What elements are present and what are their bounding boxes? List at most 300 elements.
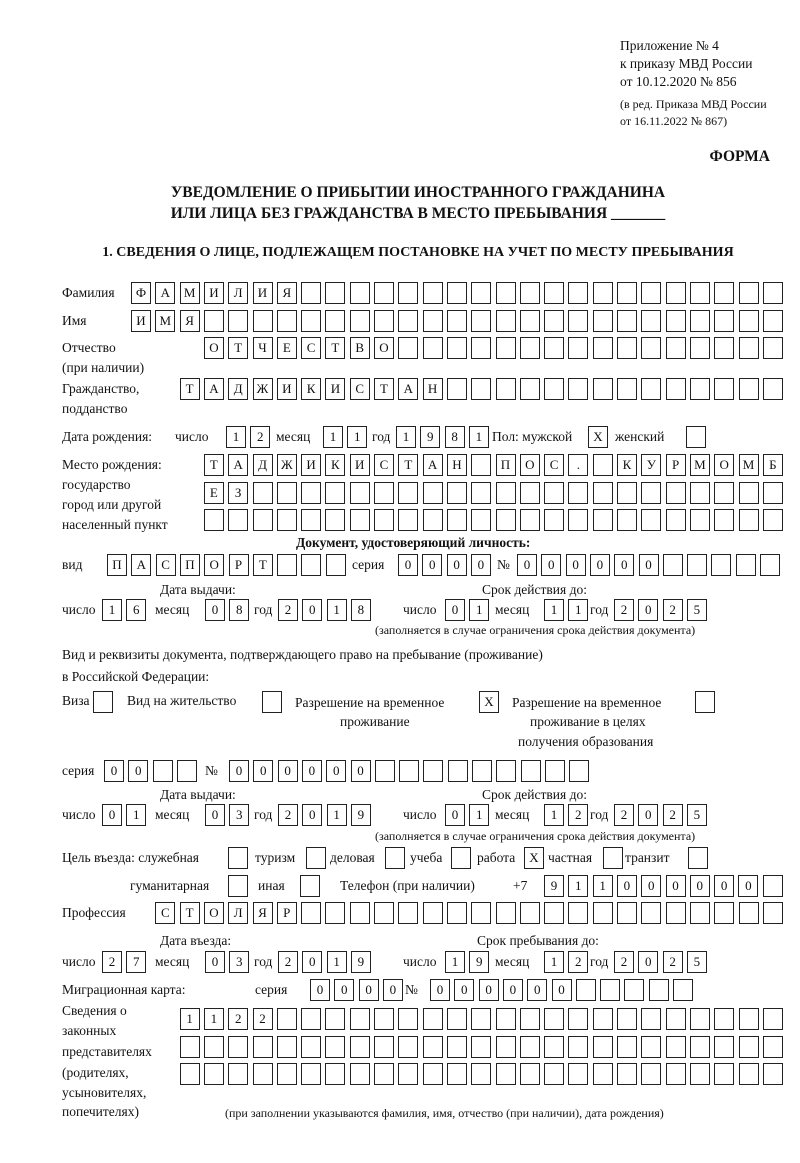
number-box[interactable]: 0 <box>527 979 547 1001</box>
row1-box[interactable] <box>301 1008 321 1030</box>
row3-box[interactable] <box>398 1063 418 1085</box>
birthplace-row1-box[interactable]: О <box>714 454 734 476</box>
surname-box[interactable] <box>471 282 491 304</box>
row3-box[interactable] <box>471 1063 491 1085</box>
patronymic-box[interactable] <box>447 337 467 359</box>
profession-box[interactable] <box>471 902 491 924</box>
row2-box[interactable] <box>447 1036 467 1058</box>
series-box[interactable] <box>177 760 197 782</box>
birthplace-row1-box[interactable]: Ж <box>277 454 297 476</box>
birthplace-row3-box[interactable] <box>447 509 467 531</box>
number-box[interactable] <box>673 979 693 1001</box>
row1-box[interactable] <box>423 1008 443 1030</box>
row2-box[interactable] <box>641 1036 661 1058</box>
citizenship-box[interactable] <box>739 378 759 400</box>
citizenship-box[interactable] <box>666 378 686 400</box>
patronymic-box[interactable] <box>423 337 443 359</box>
entry-year-box[interactable]: 0 <box>302 951 322 973</box>
row1-box[interactable] <box>593 1008 613 1030</box>
row3-box[interactable] <box>520 1063 540 1085</box>
issue-year-box[interactable]: 2 <box>278 599 298 621</box>
name-box[interactable] <box>666 310 686 332</box>
stay-year-box[interactable]: 2 <box>614 951 634 973</box>
issue-day-box[interactable]: 6 <box>126 599 146 621</box>
citizenship-box[interactable] <box>568 378 588 400</box>
surname-box[interactable]: Л <box>228 282 248 304</box>
citizenship-box[interactable]: И <box>325 378 345 400</box>
citizenship-box[interactable] <box>641 378 661 400</box>
number-box[interactable]: 0 <box>566 554 586 576</box>
patronymic-box[interactable]: О <box>204 337 224 359</box>
phone-box[interactable]: 9 <box>544 875 564 897</box>
issue-day-box[interactable]: 1 <box>102 599 122 621</box>
birthplace-row2-box[interactable] <box>690 482 710 504</box>
series-box[interactable]: 0 <box>447 554 467 576</box>
birthplace-row2-box[interactable] <box>350 482 370 504</box>
row1-box[interactable] <box>374 1008 394 1030</box>
name-box[interactable] <box>520 310 540 332</box>
citizenship-box[interactable]: С <box>350 378 370 400</box>
citizenship-box[interactable] <box>593 378 613 400</box>
row1-box[interactable]: 2 <box>253 1008 273 1030</box>
patronymic-box[interactable]: Е <box>277 337 297 359</box>
patronymic-box[interactable]: Ч <box>253 337 273 359</box>
birthplace-row2-box[interactable] <box>568 482 588 504</box>
row1-box[interactable] <box>739 1008 759 1030</box>
tourism-box[interactable] <box>306 847 326 869</box>
row2-box[interactable] <box>666 1036 686 1058</box>
birthplace-row3-box[interactable] <box>714 509 734 531</box>
name-box[interactable] <box>204 310 224 332</box>
number-box[interactable]: 0 <box>302 760 322 782</box>
profession-box[interactable] <box>520 902 540 924</box>
birthplace-row2-box[interactable] <box>593 482 613 504</box>
other-box[interactable] <box>300 875 320 897</box>
surname-box[interactable] <box>520 282 540 304</box>
valid-year-box[interactable]: 5 <box>687 804 707 826</box>
name-box[interactable] <box>277 310 297 332</box>
stay-year-box[interactable]: 5 <box>687 951 707 973</box>
series-box[interactable]: 0 <box>359 979 379 1001</box>
birthplace-row1-box[interactable]: С <box>544 454 564 476</box>
row2-box[interactable] <box>350 1036 370 1058</box>
profession-box[interactable] <box>739 902 759 924</box>
name-box[interactable]: М <box>155 310 175 332</box>
phone-box[interactable]: 0 <box>641 875 661 897</box>
entry-month-box[interactable]: 3 <box>229 951 249 973</box>
birth-month-box[interactable]: 1 <box>347 426 367 448</box>
surname-box[interactable] <box>374 282 394 304</box>
entry-day-box[interactable]: 7 <box>126 951 146 973</box>
transit-box[interactable] <box>688 847 708 869</box>
citizenship-box[interactable]: Т <box>374 378 394 400</box>
series-box[interactable]: 0 <box>383 979 403 1001</box>
series-box[interactable]: 0 <box>334 979 354 1001</box>
number-box[interactable]: 0 <box>614 554 634 576</box>
profession-box[interactable] <box>690 902 710 924</box>
name-box[interactable] <box>301 310 321 332</box>
birthplace-row1-box[interactable]: К <box>617 454 637 476</box>
name-box[interactable]: Я <box>180 310 200 332</box>
citizenship-box[interactable] <box>690 378 710 400</box>
birthplace-row1-box[interactable]: Н <box>447 454 467 476</box>
row1-box[interactable] <box>714 1008 734 1030</box>
birthplace-row3-box[interactable] <box>593 509 613 531</box>
row2-box[interactable] <box>301 1036 321 1058</box>
valid-day-box[interactable]: 0 <box>445 804 465 826</box>
stay-day-box[interactable]: 9 <box>469 951 489 973</box>
patronymic-box[interactable] <box>471 337 491 359</box>
surname-box[interactable] <box>593 282 613 304</box>
phone-box[interactable]: 1 <box>593 875 613 897</box>
surname-box[interactable] <box>350 282 370 304</box>
kind-box[interactable]: О <box>204 554 224 576</box>
stay-month-box[interactable]: 2 <box>568 951 588 973</box>
birthplace-row3-box[interactable] <box>301 509 321 531</box>
row3-box[interactable] <box>496 1063 516 1085</box>
sex-male-box[interactable]: X <box>588 426 608 448</box>
stay-year-box[interactable]: 0 <box>638 951 658 973</box>
row3-box[interactable] <box>301 1063 321 1085</box>
surname-box[interactable]: И <box>204 282 224 304</box>
issue-year-box[interactable]: 1 <box>327 599 347 621</box>
birthplace-row1-box[interactable]: М <box>690 454 710 476</box>
issue-year-box[interactable]: 9 <box>351 804 371 826</box>
valid-year-box[interactable]: 2 <box>663 599 683 621</box>
number-box[interactable]: 0 <box>590 554 610 576</box>
number-box[interactable]: 0 <box>639 554 659 576</box>
phone-box[interactable]: 0 <box>617 875 637 897</box>
profession-box[interactable] <box>447 902 467 924</box>
number-box[interactable] <box>375 760 395 782</box>
profession-box[interactable]: О <box>204 902 224 924</box>
birthplace-row1-box[interactable]: С <box>374 454 394 476</box>
row1-box[interactable] <box>763 1008 783 1030</box>
birthplace-row2-box[interactable] <box>496 482 516 504</box>
surname-box[interactable] <box>568 282 588 304</box>
number-box[interactable] <box>472 760 492 782</box>
row3-box[interactable] <box>253 1063 273 1085</box>
row1-box[interactable]: 2 <box>228 1008 248 1030</box>
birthplace-row3-box[interactable] <box>398 509 418 531</box>
citizenship-box[interactable] <box>520 378 540 400</box>
phone-box[interactable]: 0 <box>714 875 734 897</box>
birth-year-box[interactable]: 1 <box>396 426 416 448</box>
birthplace-row2-box[interactable] <box>641 482 661 504</box>
series-box[interactable]: 0 <box>128 760 148 782</box>
row2-box[interactable] <box>398 1036 418 1058</box>
row2-box[interactable] <box>763 1036 783 1058</box>
valid-day-box[interactable]: 1 <box>469 804 489 826</box>
row1-box[interactable] <box>520 1008 540 1030</box>
number-box[interactable]: 0 <box>430 979 450 1001</box>
stay-year-box[interactable]: 2 <box>663 951 683 973</box>
birthplace-row1-box[interactable] <box>593 454 613 476</box>
profession-box[interactable] <box>714 902 734 924</box>
surname-box[interactable] <box>690 282 710 304</box>
birthplace-row1-box[interactable]: А <box>423 454 443 476</box>
surname-box[interactable]: Ф <box>131 282 151 304</box>
birthplace-row2-box[interactable] <box>617 482 637 504</box>
kind-box[interactable]: Т <box>253 554 273 576</box>
series-box[interactable] <box>153 760 173 782</box>
name-box[interactable] <box>641 310 661 332</box>
birthplace-row3-box[interactable] <box>204 509 224 531</box>
kind-box[interactable]: Р <box>229 554 249 576</box>
row1-box[interactable] <box>666 1008 686 1030</box>
name-box[interactable] <box>471 310 491 332</box>
sex-female-box[interactable] <box>686 426 706 448</box>
citizenship-box[interactable]: И <box>277 378 297 400</box>
valid-year-box[interactable]: 2 <box>614 804 634 826</box>
patronymic-box[interactable]: О <box>374 337 394 359</box>
number-box[interactable] <box>399 760 419 782</box>
number-box[interactable] <box>711 554 731 576</box>
issue-month-box[interactable]: 0 <box>205 804 225 826</box>
citizenship-box[interactable] <box>617 378 637 400</box>
birthplace-row3-box[interactable] <box>253 509 273 531</box>
row2-box[interactable] <box>593 1036 613 1058</box>
birth-year-box[interactable]: 1 <box>469 426 489 448</box>
profession-box[interactable] <box>617 902 637 924</box>
citizenship-box[interactable]: Н <box>423 378 443 400</box>
temporary-residence-education-box[interactable] <box>695 691 715 713</box>
patronymic-box[interactable] <box>617 337 637 359</box>
row3-box[interactable] <box>666 1063 686 1085</box>
row3-box[interactable] <box>277 1063 297 1085</box>
birthplace-row2-box[interactable] <box>398 482 418 504</box>
name-box[interactable] <box>253 310 273 332</box>
series-box[interactable]: 0 <box>471 554 491 576</box>
name-box[interactable] <box>593 310 613 332</box>
patronymic-box[interactable] <box>666 337 686 359</box>
patronymic-box[interactable] <box>690 337 710 359</box>
row1-box[interactable] <box>690 1008 710 1030</box>
number-box[interactable]: 0 <box>454 979 474 1001</box>
entry-year-box[interactable]: 2 <box>278 951 298 973</box>
valid-year-box[interactable]: 0 <box>638 599 658 621</box>
birthplace-row1-box[interactable]: И <box>301 454 321 476</box>
birthplace-row1-box[interactable]: А <box>228 454 248 476</box>
name-box[interactable] <box>690 310 710 332</box>
number-box[interactable] <box>448 760 468 782</box>
birthplace-row3-box[interactable] <box>325 509 345 531</box>
patronymic-box[interactable] <box>641 337 661 359</box>
row1-box[interactable] <box>471 1008 491 1030</box>
row1-box[interactable] <box>325 1008 345 1030</box>
patronymic-box[interactable] <box>568 337 588 359</box>
citizenship-box[interactable]: А <box>398 378 418 400</box>
surname-box[interactable]: М <box>180 282 200 304</box>
stay-month-box[interactable]: 1 <box>544 951 564 973</box>
residence-box[interactable] <box>262 691 282 713</box>
phone-box[interactable]: 0 <box>666 875 686 897</box>
row2-box[interactable] <box>180 1036 200 1058</box>
row2-box[interactable] <box>568 1036 588 1058</box>
birthplace-row2-box[interactable] <box>374 482 394 504</box>
birth-year-box[interactable]: 9 <box>420 426 440 448</box>
surname-box[interactable] <box>739 282 759 304</box>
row1-box[interactable] <box>617 1008 637 1030</box>
birthplace-row3-box[interactable] <box>666 509 686 531</box>
series-box[interactable]: 0 <box>398 554 418 576</box>
profession-box[interactable] <box>350 902 370 924</box>
number-box[interactable] <box>545 760 565 782</box>
row2-box[interactable] <box>739 1036 759 1058</box>
birthplace-row3-box[interactable] <box>374 509 394 531</box>
study-box[interactable] <box>451 847 471 869</box>
row2-box[interactable] <box>374 1036 394 1058</box>
number-box[interactable] <box>687 554 707 576</box>
name-box[interactable] <box>544 310 564 332</box>
kind-box[interactable] <box>301 554 321 576</box>
birthplace-row3-box[interactable] <box>496 509 516 531</box>
citizenship-box[interactable]: А <box>204 378 224 400</box>
birthplace-row1-box[interactable] <box>471 454 491 476</box>
name-box[interactable] <box>423 310 443 332</box>
phone-box[interactable]: 1 <box>568 875 588 897</box>
birthplace-row2-box[interactable] <box>544 482 564 504</box>
name-box[interactable] <box>617 310 637 332</box>
number-box[interactable]: 0 <box>503 979 523 1001</box>
profession-box[interactable] <box>544 902 564 924</box>
row3-box[interactable] <box>350 1063 370 1085</box>
name-box[interactable] <box>496 310 516 332</box>
surname-box[interactable] <box>763 282 783 304</box>
row3-box[interactable] <box>325 1063 345 1085</box>
profession-box[interactable] <box>496 902 516 924</box>
patronymic-box[interactable] <box>398 337 418 359</box>
birthplace-row2-box[interactable] <box>325 482 345 504</box>
surname-box[interactable] <box>398 282 418 304</box>
birthplace-row1-box[interactable]: Р <box>666 454 686 476</box>
patronymic-box[interactable] <box>593 337 613 359</box>
surname-box[interactable] <box>714 282 734 304</box>
kind-box[interactable]: С <box>156 554 176 576</box>
name-box[interactable] <box>325 310 345 332</box>
row1-box[interactable]: 1 <box>180 1008 200 1030</box>
number-box[interactable]: 0 <box>326 760 346 782</box>
number-box[interactable] <box>736 554 756 576</box>
birthplace-row2-box[interactable] <box>447 482 467 504</box>
birthplace-row1-box[interactable]: М <box>739 454 759 476</box>
number-box[interactable]: 0 <box>517 554 537 576</box>
series-box[interactable]: 0 <box>310 979 330 1001</box>
row2-box[interactable] <box>496 1036 516 1058</box>
birth-day-box[interactable]: 1 <box>226 426 246 448</box>
birthplace-row2-box[interactable] <box>739 482 759 504</box>
patronymic-box[interactable] <box>714 337 734 359</box>
valid-month-box[interactable]: 1 <box>568 599 588 621</box>
issue-year-box[interactable]: 0 <box>302 599 322 621</box>
citizenship-box[interactable] <box>544 378 564 400</box>
citizenship-box[interactable]: Т <box>180 378 200 400</box>
number-box[interactable]: 0 <box>479 979 499 1001</box>
birthplace-row3-box[interactable] <box>763 509 783 531</box>
row3-box[interactable] <box>641 1063 661 1085</box>
number-box[interactable] <box>496 760 516 782</box>
number-box[interactable] <box>649 979 669 1001</box>
number-box[interactable] <box>624 979 644 1001</box>
kind-box[interactable]: А <box>131 554 151 576</box>
profession-box[interactable] <box>398 902 418 924</box>
citizenship-box[interactable]: К <box>301 378 321 400</box>
valid-year-box[interactable]: 5 <box>687 599 707 621</box>
profession-box[interactable] <box>763 902 783 924</box>
patronymic-box[interactable]: Т <box>228 337 248 359</box>
entry-year-box[interactable]: 1 <box>327 951 347 973</box>
birthplace-row1-box[interactable]: П <box>496 454 516 476</box>
entry-day-box[interactable]: 2 <box>102 951 122 973</box>
row2-box[interactable] <box>228 1036 248 1058</box>
surname-box[interactable]: А <box>155 282 175 304</box>
citizenship-box[interactable] <box>714 378 734 400</box>
surname-box[interactable] <box>544 282 564 304</box>
birthplace-row3-box[interactable] <box>641 509 661 531</box>
birthplace-row2-box[interactable] <box>423 482 443 504</box>
row1-box[interactable] <box>641 1008 661 1030</box>
series-box[interactable]: 0 <box>422 554 442 576</box>
row3-box[interactable] <box>568 1063 588 1085</box>
name-box[interactable] <box>714 310 734 332</box>
row2-box[interactable] <box>253 1036 273 1058</box>
kind-box[interactable]: П <box>180 554 200 576</box>
citizenship-box[interactable]: Д <box>228 378 248 400</box>
row2-box[interactable] <box>325 1036 345 1058</box>
birth-year-box[interactable]: 8 <box>445 426 465 448</box>
citizenship-box[interactable] <box>496 378 516 400</box>
surname-box[interactable] <box>641 282 661 304</box>
row3-box[interactable] <box>228 1063 248 1085</box>
profession-box[interactable]: С <box>155 902 175 924</box>
row2-box[interactable] <box>714 1036 734 1058</box>
surname-box[interactable] <box>325 282 345 304</box>
valid-year-box[interactable]: 2 <box>663 804 683 826</box>
birthplace-row2-box[interactable] <box>763 482 783 504</box>
kind-box[interactable]: П <box>107 554 127 576</box>
number-box[interactable]: 0 <box>541 554 561 576</box>
profession-box[interactable] <box>423 902 443 924</box>
birthplace-row2-box[interactable] <box>253 482 273 504</box>
citizenship-box[interactable]: Ж <box>253 378 273 400</box>
profession-box[interactable]: Я <box>253 902 273 924</box>
patronymic-box[interactable] <box>739 337 759 359</box>
profession-box[interactable] <box>374 902 394 924</box>
row3-box[interactable] <box>544 1063 564 1085</box>
profession-box[interactable] <box>301 902 321 924</box>
birthplace-row1-box[interactable]: У <box>641 454 661 476</box>
issue-month-box[interactable]: 8 <box>229 599 249 621</box>
row3-box[interactable] <box>617 1063 637 1085</box>
number-box[interactable] <box>521 760 541 782</box>
number-box[interactable] <box>569 760 589 782</box>
phone-box[interactable]: 0 <box>690 875 710 897</box>
birthplace-row3-box[interactable] <box>423 509 443 531</box>
name-box[interactable] <box>398 310 418 332</box>
patronymic-box[interactable]: В <box>350 337 370 359</box>
work-box[interactable]: X <box>524 847 544 869</box>
birthplace-row2-box[interactable] <box>520 482 540 504</box>
profession-box[interactable]: Т <box>180 902 200 924</box>
birthplace-row2-box[interactable] <box>666 482 686 504</box>
valid-day-box[interactable]: 1 <box>469 599 489 621</box>
row3-box[interactable] <box>593 1063 613 1085</box>
birthplace-row2-box[interactable] <box>471 482 491 504</box>
temporary-residence-box[interactable]: X <box>479 691 499 713</box>
visa-box[interactable] <box>93 691 113 713</box>
issue-day-box[interactable]: 0 <box>102 804 122 826</box>
stay-day-box[interactable]: 1 <box>445 951 465 973</box>
